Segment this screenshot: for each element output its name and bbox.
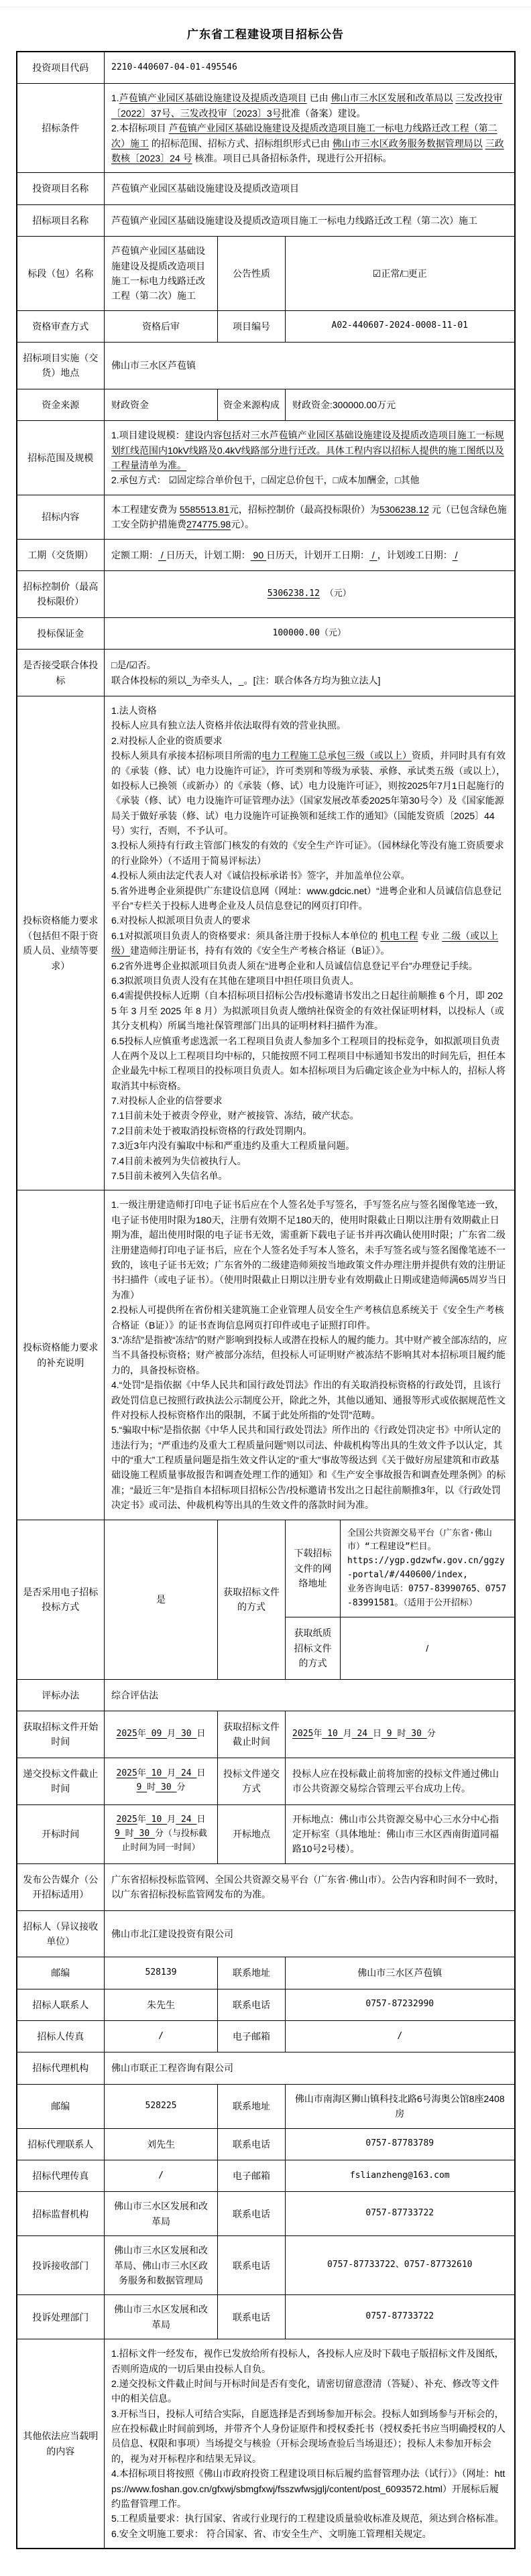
row-tenderer-postcode <box>17 1957 515 1989</box>
value-section-name: 芦苞镇产业园区基础设施建设及提质改造项目施工一标电力线路迁改工程（第二次）施工 <box>105 237 218 311</box>
value-tender-project-name: 芦苞镇产业园区基础设施建设及提质改造项目施工一标电力线路迁改工程（第二次）施工 <box>105 204 515 236</box>
row-construction-period <box>17 539 515 570</box>
value-tenderer-phone: 0757-87232990 <box>286 1989 515 2020</box>
label-notice-nature: 公告性质 <box>218 237 286 311</box>
label-investment-project-name: 投资项目名称 <box>17 173 105 204</box>
value-electronic-bidding: 是 <box>105 1520 218 1679</box>
value-tenderer-contact: 朱先生 <box>105 1989 218 2020</box>
label-bid-opening-time: 开标时间 <box>17 1804 105 1863</box>
label-bidder-qualification-requirements: 投标资格能力要求（包括但不限于资质人员、业绩等要求） <box>17 696 105 1190</box>
row-bidder-qualification-requirements <box>17 696 515 1190</box>
value-fund-source: 财政资金 <box>105 389 218 420</box>
row-supplementary-notes <box>17 1190 515 1520</box>
label-evaluation-method: 评标办法 <box>17 1679 105 1711</box>
row-agency <box>17 2052 515 2084</box>
value-bid-opening-time: 2025年 10 月 24 日 9 时 30 分（与投标截止时间为同一时间） <box>105 1804 218 1863</box>
value-evaluation-method: 综合评估法 <box>105 1679 515 1711</box>
label-download-address: 下载招标文件的网络地址 <box>286 1520 341 1617</box>
label-electronic-bidding: 是否采用电子招标投标方式 <box>17 1520 105 1679</box>
label-tender-project-name: 招标项目名称 <box>17 204 105 236</box>
row-tender-content <box>17 495 515 539</box>
label-document-acquisition-method: 获取招标文件的方式 <box>218 1520 286 1679</box>
label-tenderer-address: 联系地址 <box>218 1957 286 1989</box>
row-agency-postcode <box>17 2084 515 2128</box>
label-tenderer-email: 电子邮箱 <box>218 2021 286 2052</box>
label-fund-source: 资金来源 <box>17 389 105 420</box>
value-bid-deposit: 100000.00（元） <box>105 617 515 649</box>
label-fund-composition: 资金来源构成 <box>218 389 286 420</box>
row-other-required-content <box>17 2339 515 2549</box>
label-section-name: 标段（包）名称 <box>17 237 105 311</box>
value-construction-period: 定额工期： / 日历天，计划工期： 90 日历天，计划开工日期： / ，计划竣工日期： / <box>105 539 515 570</box>
label-acquisition-start-time: 获取招标文件开始时间 <box>17 1711 105 1758</box>
value-tenderer-postcode: 528139 <box>105 1957 218 1989</box>
label-delivery-location: 招标项目实施（交货）地点 <box>17 343 105 389</box>
label-tender-scope: 招标范围及规模 <box>17 421 105 495</box>
value-announcement-media: 广东省招标投标监管网、全国公共资源交易平台（广东省·佛山市）。公告内容和时间不一致时，以广东省招标投标监管网发布的为准。 <box>105 1863 515 1910</box>
value-complaint-receiving-phone: 0757-87733722、0757-87732610 <box>286 2236 515 2295</box>
value-download-address: 全国公共资源交易平台（广东省·佛山市）“工程建设”栏目。 https://ygp.gdzwfw.gov.cn/ggzy-portal/#/440600/index, 业务咨询电话：0757-83990765、0757-83991581。（适用于公开招标） <box>341 1520 515 1617</box>
value-complaint-handling-phone: 0757-87733722 <box>286 2295 515 2339</box>
page-title: 广东省工程建设项目招标公告 <box>187 28 344 41</box>
label-supplementary-notes: 投标资格能力要求的补充说明 <box>17 1190 105 1520</box>
value-acquisition-deadline: 2025年 10 月 24 日 9 时 30 分 <box>286 1711 515 1758</box>
row-document-acquisition-time <box>17 1711 515 1758</box>
label-bid-opening-place: 开标地点 <box>218 1804 286 1863</box>
label-construction-period: 工期（交货期） <box>17 539 105 570</box>
value-complaint-handling: 佛山市三水区发展和改革局 <box>105 2295 218 2339</box>
value-investment-project-name: 芦苞镇产业园区基础设施建设及提质改造项目 <box>105 173 515 204</box>
label-agency-email: 电子邮箱 <box>218 2160 286 2192</box>
row-submission-deadline <box>17 1758 515 1804</box>
label-agency-phone: 联系电话 <box>218 2128 286 2160</box>
value-submission-method: 投标人应在投标截止前将加密的投标文件通过佛山市公共资源交易综合管理云平台成功上传。 <box>286 1758 515 1804</box>
row-bid-deposit <box>17 617 515 649</box>
row-price-ceiling <box>17 570 515 617</box>
label-agency-address: 联系地址 <box>218 2084 286 2128</box>
row-tender-scope <box>17 421 515 495</box>
value-tenderer: 佛山市北江建设投资有限公司 <box>105 1910 515 1957</box>
label-paper-document-method: 获取纸质招标文件的方式 <box>286 1617 341 1679</box>
label-consortium-bidding: 是否接受联合体投标 <box>17 650 105 696</box>
value-supervisory-phone: 0757-87733722 <box>286 2192 515 2236</box>
tender-announcement-table <box>16 51 516 2549</box>
row-complaint-receiving <box>17 2236 515 2295</box>
row-complaint-handling <box>17 2295 515 2339</box>
label-project-code: 投资项目代码 <box>17 52 105 84</box>
label-tenderer-fax: 招标人传真 <box>17 2021 105 2052</box>
value-tender-content: 本工程建安费为 5585513.81元，招标控制价（最高投标限价）为5306238.12 元（已包含绿色施工安全防护措施费274775.98元）。 <box>105 495 515 539</box>
label-acquisition-deadline: 获取招标文件截止时间 <box>218 1711 286 1758</box>
label-tender-content: 招标内容 <box>17 495 105 539</box>
value-tender-conditions: 1.芦苞镇产业园区基础设施建设及提质改造项目 已由 佛山市三水区发展和改革局以 三发改投审〔2022〕37号、三发改投审〔2023〕3号批准（备案）建设。 2.本招标项目 芦苞镇产业园区基础设施建设及提质改造项目施工一标电力线路迁改工程（第二次）施工 的招标范围、招标方式、招标组织形式已由 佛山市三水区政务服务数据管理局以 三政数核〔2023〕24 号 核准。项目已具备招标条件，现进行公开招标。 <box>105 84 515 173</box>
value-agency-contact: 刘先生 <box>105 2128 218 2160</box>
value-supervisory-authority: 佛山市三水区发展和改革局 <box>105 2192 218 2236</box>
row-announcement-media <box>17 1863 515 1910</box>
value-bid-opening-place: 开标地点：佛山市公共资源交易中心三水分中心指定开标室（具体地址：佛山市三水区西南街道同福路10号2号楼）。 <box>286 1804 515 1863</box>
row-fund-source <box>17 389 515 420</box>
row-agency-fax <box>17 2160 515 2192</box>
row-tenderer-fax <box>17 2021 515 2052</box>
row-bid-opening <box>17 1804 515 1863</box>
label-other-required-content: 其他依法应当载明的内容 <box>17 2339 105 2549</box>
row-evaluation-method <box>17 1679 515 1711</box>
row-tenderer-contact <box>17 1989 515 2020</box>
value-agency-email: fslianzheng@163.com <box>286 2160 515 2192</box>
value-project-number: A02-440607-2024-0008-11-01 <box>286 310 515 342</box>
row-consortium-bidding <box>17 650 515 696</box>
value-acquisition-start-time: 2025年 09 月 30 日 <box>105 1711 218 1758</box>
row-tender-conditions <box>17 84 515 173</box>
value-price-ceiling: 5306238.12 （元） <box>105 570 515 617</box>
label-tenderer: 招标人（异议接收单位） <box>17 1910 105 1957</box>
value-bidder-qualification-requirements: 1.法人资格 投标人应具有独立法人资格并依法取得有效的营业执照。 2.对投标人企业的资质要求 投标人须具有承接本招标项目所需的电力工程施工总承包三级（或以上）资质，并同时具有有效的《承装（修、试）电力设施许可证》，许可类别和等级为承装、承修、承试类五级（或以上），如投标人已换领（或新办）的《承装（修、试）电力设施许可证》，则按2025年7月1日起施行的《承装（修、试）电力设施许可证管理办法》（国家发展改革委2025年第30号令）及《国家能源局关于做好承装（修、试）电力设施许可证换领和延续工作的通知》（国能发资质〔2025〕44号）实行，否则，不予认可。 3.投标人须持有行政主管部门核发的有效的《安全生产许可证》。（园林绿化等没有施工资质要求的行业除外）（不适用于简易评标法） 4.投标人须由法定代表人对《诚信投标承诺书》签字，并加盖单位公章。 5.省外进粤企业须提供广东建设信息网（网址：www.gdcic.net）“进粤企业和人员诚信信息登记平台”专栏关于投标人进粤企业及人员信息登记的网页打印件。 6.对投标人拟派项目负责人的要求 6.1对拟派项目负责人的资格要求：须具备注册于投标人本单位的 机电工程 专业 二级（或以上级）建造师注册证书，持有有效的《安全生产考核合格证（B证）》。 6.2省外进粤企业拟派项目负责人须在“进粤企业和人员诚信信息登记平台”办理登记手续。 6.3拟派项目负责人没有在其他在建项目中担任项目负责人。 6.4需提供投标人近期（自本招标项目招标公告/投标邀请书发出之日起往前顺推 6 个月，即 2025 年 3 月至 2025 年 8 月）为拟派项目负责人缴纳社保资金的有效社保证明材料，以投标人（或其分支机构）所属当地社保管理部门出具的证明材料扫描件为准。 6.5投标人应慎重考虑选派一名工程项目负责人参加多个工程项目的投标竞争，如拟派项目负责人在两个及以上工程项目均中标的，只能按照不同工程项目中标通知书发出的时间先后，担任本企业最先中标工程项目的投标项目负责人。如本招标项目为后确定该企业为中标人的，招标人将取消其中标资格。 7.对投标人企业的信誉要求 7.1目前未处于被责令停业，财产被接管、冻结，破产状态。 7.2目前未处于被取消投标资格的行政处罚期内。 7.3近3年内没有骗取中标和严重违约及重大工程质量问题。 7.4目前未被列为失信被执行人。 7.5目前未被列入失信名单。 <box>105 696 515 1190</box>
label-supervisory-phone: 联系电话 <box>218 2192 286 2236</box>
value-tenderer-fax: / <box>105 2021 218 2052</box>
label-qualification-review: 资格审查方式 <box>17 310 105 342</box>
label-complaint-receiving-phone: 联系电话 <box>218 2236 286 2295</box>
value-agency-fax: / <box>105 2160 218 2192</box>
label-tenderer-postcode: 邮编 <box>17 1957 105 1989</box>
label-submission-method: 投标文件递交方式 <box>218 1758 286 1804</box>
row-investment-project-name <box>17 173 515 204</box>
value-delivery-location: 佛山市三水区芦苞镇 <box>105 343 515 389</box>
row-supervisory-authority <box>17 2192 515 2236</box>
row-qualification-review <box>17 310 515 342</box>
label-project-number: 项目编号 <box>218 310 286 342</box>
label-tender-conditions: 招标条件 <box>17 84 105 173</box>
label-price-ceiling: 招标控制价（最高投标限价） <box>17 570 105 617</box>
value-paper-document-method: / <box>341 1617 515 1679</box>
label-announcement-media: 发布公告媒介（公开招标适用） <box>17 1863 105 1910</box>
value-complaint-receiving: 佛山市三水区发展和改革局、佛山市三水区政务服务和数据管理局 <box>105 2236 218 2295</box>
row-section-name <box>17 237 515 311</box>
value-qualification-review: 资格后审 <box>105 310 218 342</box>
label-agency-contact: 招标代理联系人 <box>17 2128 105 2160</box>
label-tenderer-phone: 联系电话 <box>218 1989 286 2020</box>
value-agency-address: 佛山市南海区狮山镇科技北路6号海奥公馆8座2408房 <box>286 2084 515 2128</box>
value-fund-composition: 财政资金:300000.00万元 <box>286 389 515 420</box>
row-agency-contact <box>17 2128 515 2160</box>
value-agency-postcode: 528225 <box>105 2084 218 2128</box>
label-complaint-receiving: 投诉接收部门 <box>17 2236 105 2295</box>
label-agency-fax: 招标代理传真 <box>17 2160 105 2192</box>
value-agency: 佛山市联正工程咨询有限公司 <box>105 2052 515 2084</box>
row-delivery-location <box>17 343 515 389</box>
value-other-required-content: 1.招标文件一经发布，视作已发放给所有投标人，各投标人应及时下载电子版招标文件及图纸，否则所造成的一切后果由投标人自负。 2.递交投标文件截止时间与开标时间是否有变化，请密切留意澄清（答疑）、补充、修改等文件中的相关信息。 3.开标当日，投标人可结合实际，自愿选择是否到场参加开标会。投标人如到场参与开标会的，应在投标截止时间前到场，并带齐个人身份证原件和授权委托书（授权委托书应当明确授权的人员信息、权限和事项）当场提交与核验（开标会现场查验后当场退还）；投标人未参加开标会的，视为对开标程序和结果无异议。 4.本招标项目将按照《佛山市政府投资工程建设项目标后履约监督管理办法（试行）》（网址：https://www.foshan.gov.cn/gfxwj/sbmgfxwj/fsszwfwsjglj/content/post_6093572.html）开展标后履约监督管理工作。 5.工程质量要求：执行国家、省或行业现行的工程建设质量验收标准及规范，须达到合格标准。 6.安全文明施工要求： 符合国家、省、市安全生产、文明施工管理相关规定。 <box>105 2339 515 2549</box>
value-submission-deadline: 2025年 10 月 24 日 9 时 30 分 <box>105 1758 218 1804</box>
value-notice-nature: ☑正常/□更正 <box>286 237 515 311</box>
label-bid-deposit: 投标保证金 <box>17 617 105 649</box>
label-agency: 招标代理机构 <box>17 2052 105 2084</box>
label-tenderer-contact: 招标人联系人 <box>17 1989 105 2020</box>
label-submission-deadline: 递交投标文件截止时间 <box>17 1758 105 1804</box>
label-complaint-handling: 投诉处理部门 <box>17 2295 105 2339</box>
label-complaint-handling-phone: 联系电话 <box>218 2295 286 2339</box>
value-tenderer-address: 佛山市三水区芦苞镇 <box>286 1957 515 1989</box>
value-supplementary-notes: 1.一级注册建造师打印电子证书后应在个人签名处手写签名，手写签名应与签名图像笔迹一致，电子证书使用时限为180天，注册有效期不足180天的，使用时限截止日期以注册有效期截止日期为准，超出使用时限的电子证书无效，需重新下载电子证书并再次确认使用时限；广东省二级注册建造师打印电子证书后，应在个人签名处手写本人签名，未手写签名或与签名图像笔迹不一致的，该电子证书无效；广东省外的二级建造师须按当地政策文件办理注册并提供有效的注册证书扫描件（或电子证书）。（使用时限截止日期以注册专业有效期截止日期或建造师满65周岁当日为准） 2.投标人可提供所在省份相关建筑施工企业管理人员安全生产考核信息系统关于《安全生产考核合格证（B证）》的证书查询信息网页打印件或电子证照打印件。 3.“冻结”是指被“冻结”的财产影响到投标人或潜在投标人的履约能力。其中财产被全部冻结的，应当不具备投标资格；财产被部分冻结，但投标人可证明财产被冻结不影响其对本招标项目履约能力的，具备投标资格。 4.“处罚”是指依据《中华人民共和国行政处罚法》作出的有关取消投标资格的行政处罚，且该行政处罚信息已按照行政执法公示制度公开，除此之外，其他以通知、通报等形式或依据规范性文件对投标人投标资格作出的限制，不属于此处所指的“处罚”范畴。 5.“骗取中标”是指依据《中华人民共和国行政处罚法》所作出的《行政处罚决定书》中所认定的违法行为；“严重违约及重大工程质量问题”则以司法、仲裁机构等出具的生效文件予以认定，其中的“重大”工程质量问题是指生效文件认定的“重大”事故等级达到《关于做好房屋建筑和市政基础设施工程质量事故报告和调查处理工作的通知》和《生产安全事故报告和调查处理条例》的标准；“最近三年”是指自本招标项目招标公告/投标邀请书发出之日起往前顺推3年，以《行政处罚决定书》或司法、仲裁机构等出具的生效文件的落款时间为准。 <box>105 1190 515 1520</box>
label-supervisory-authority: 招标监督机构 <box>17 2192 105 2236</box>
value-project-code: 2210-440607-04-01-495546 <box>105 52 515 84</box>
value-tenderer-email: / <box>286 2021 515 2052</box>
value-agency-phone: 0757-87783789 <box>286 2128 515 2160</box>
row-electronic-bidding <box>17 1520 515 1617</box>
row-tenderer <box>17 1910 515 1957</box>
label-agency-postcode: 邮编 <box>17 2084 105 2128</box>
row-project-code <box>17 52 515 84</box>
value-consortium-bidding: □是/☑否。 联合体投标的须以_为牵头人，_。[注：联合体各方均为独立法人] <box>105 650 515 696</box>
row-tender-project-name <box>17 204 515 236</box>
value-tender-scope: 1.项目建设规模：建设内容包括对三水芦苞镇产业园区基础设施建设及提质改造项目施工一标规划红线范围内10kV线路及0.4kV线路部分进行迁改。具体工程内容以招标人提供的施工图纸以及工程量清单为准。 2.承包方式： ☑固定综合单价包干，□固定总价包干，□成本加酬金，□其他 <box>105 421 515 495</box>
